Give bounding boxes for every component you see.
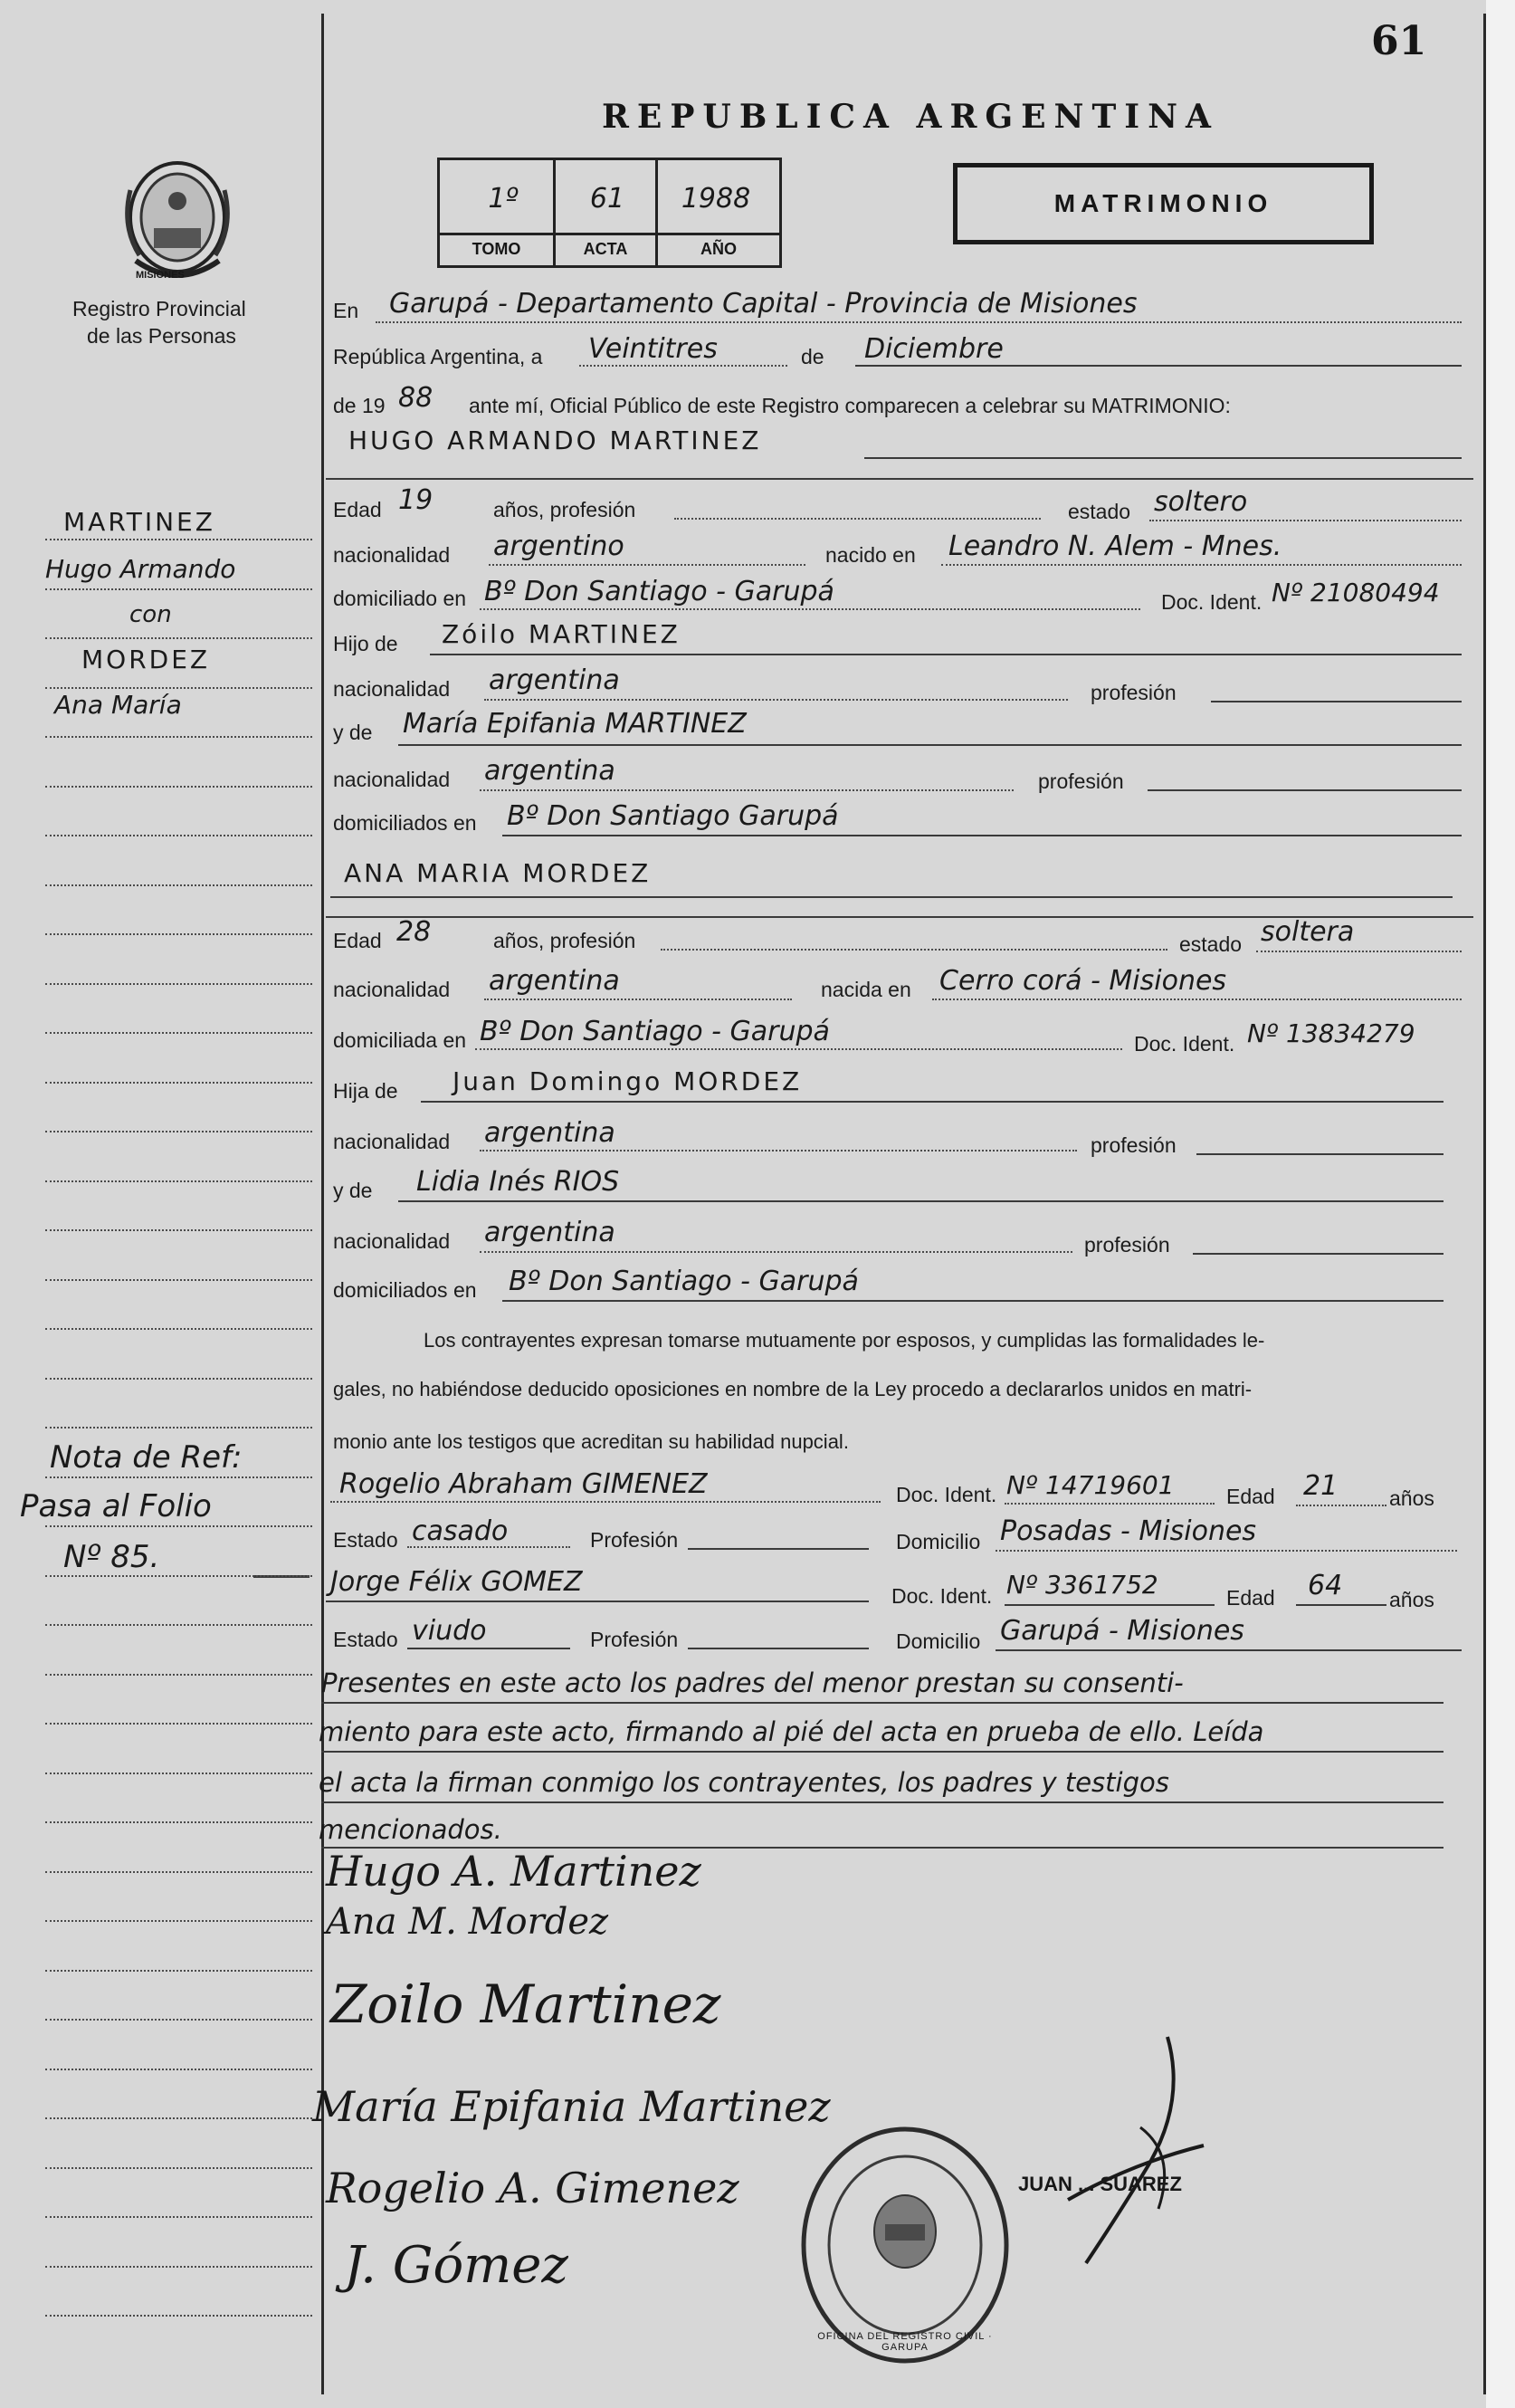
witness2-domicile: Garupá - Misiones bbox=[1000, 1615, 1244, 1647]
act-type-box bbox=[953, 163, 1374, 244]
signature-groom-mother: María Epifania Martinez bbox=[312, 2082, 831, 2131]
label-estado: estado bbox=[1179, 932, 1243, 956]
margin-rule-line bbox=[45, 1131, 312, 1132]
groom-father-nationality: argentina bbox=[489, 664, 620, 696]
signature-witness2: J. Gómez bbox=[344, 2236, 568, 2295]
official-stamp bbox=[796, 2123, 1014, 2367]
label-y-de: y de bbox=[333, 1179, 373, 1202]
label-doc-ident: Doc. Ident. bbox=[1161, 590, 1262, 614]
margin-rule-line bbox=[45, 1378, 312, 1380]
signature-witness1: Rogelio A. Gimenez bbox=[326, 2164, 739, 2212]
bride-father-nationality: argentina bbox=[484, 1117, 615, 1149]
officer-name: JUAN ... SUAREZ bbox=[1018, 2173, 1182, 2195]
groom-nationality: argentino bbox=[493, 530, 624, 562]
bride-doc-id: Nº 13834279 bbox=[1247, 1018, 1415, 1048]
label-anios-profesion: años, profesión bbox=[493, 929, 636, 952]
margin-bride-given: Ana María bbox=[54, 690, 182, 720]
margin-rule-line bbox=[45, 1525, 312, 1527]
groom-domicile: Bº Don Santiago - Garupá bbox=[484, 576, 834, 607]
declaration-line3: monio ante los testigos que acreditan su habilidad nupcial. bbox=[333, 1430, 849, 1453]
year-prefix: de 19 bbox=[333, 394, 386, 417]
label-nacionalidad: nacionalidad bbox=[333, 677, 451, 701]
label-edad: Edad bbox=[333, 498, 382, 521]
observation-line4: mencionados. bbox=[319, 1814, 502, 1845]
label-domiciliada-en: domiciliada en bbox=[333, 1028, 467, 1052]
margin-rule-line bbox=[45, 1082, 312, 1084]
margin-rule-line bbox=[45, 2167, 312, 2169]
margin-note-line1: Nota de Ref: bbox=[50, 1439, 243, 1476]
groom-mother: María Epifania MARTINEZ bbox=[403, 708, 747, 740]
margin-rule-line bbox=[45, 884, 312, 886]
label-doc-ident: Doc. Ident. bbox=[1134, 1032, 1235, 1056]
margin-rule-line bbox=[45, 2216, 312, 2218]
act-type-label: MATRIMONIO bbox=[1053, 189, 1273, 217]
groom-birthplace: Leandro N. Alem - Mnes. bbox=[948, 530, 1282, 562]
observation-line3: el acta la firman conmigo los contrayentes, los padres y testigos bbox=[319, 1767, 1169, 1798]
month-value: Diciembre bbox=[864, 333, 1004, 365]
label-doc-ident-w1: Doc. Ident. bbox=[896, 1483, 997, 1506]
label-hijo-de: Hijo de bbox=[333, 632, 398, 655]
witness2-age: 64 bbox=[1308, 1570, 1343, 1601]
margin-rule-line bbox=[45, 2019, 312, 2021]
officer-signature-icon bbox=[1050, 2028, 1249, 2272]
margin-rule bbox=[321, 14, 324, 2394]
observation-line1: Presentes en este acto los padres del menor prestan su consenti- bbox=[321, 1667, 1184, 1698]
stamp-text: OFICINA DEL REGISTRO CIVIL · GARUPA bbox=[817, 2331, 993, 2353]
appear-text: ante mí, Oficial Público de este Registro comparecen a celebrar su MATRIMONIO: bbox=[469, 394, 1231, 417]
groom-doc-id: Nº 21080494 bbox=[1272, 578, 1440, 607]
anio-label: AÑO bbox=[700, 240, 737, 258]
witness1-age: 21 bbox=[1303, 1470, 1339, 1502]
groom-name: HUGO ARMANDO MARTINEZ bbox=[348, 425, 762, 455]
witness1-doc-id: Nº 14719601 bbox=[1006, 1470, 1175, 1500]
label-doc-ident-w2: Doc. Ident. bbox=[891, 1584, 993, 1608]
observation-line2: miento para este acto, firmando al pié del acta en prueba de ello. Leída bbox=[319, 1716, 1264, 1747]
bride-parents-domicile: Bº Don Santiago - Garupá bbox=[509, 1266, 859, 1297]
groom-parents-domicile: Bº Don Santiago Garupá bbox=[507, 800, 839, 832]
signature-bride: Ana M. Mordez bbox=[326, 1901, 609, 1943]
bride-age: 28 bbox=[396, 916, 432, 948]
label-nacionalidad: nacionalidad bbox=[333, 1229, 451, 1253]
coat-of-arms-icon bbox=[118, 154, 237, 288]
margin-rule-line bbox=[45, 1920, 312, 1922]
bride-name: ANA MARIA MORDEZ bbox=[344, 858, 652, 888]
bride-mother-nationality: argentina bbox=[484, 1217, 615, 1248]
label-hija-de: Hija de bbox=[333, 1079, 398, 1103]
margin-rule-line bbox=[45, 2069, 312, 2070]
acta-label: ACTA bbox=[583, 240, 628, 258]
label-profesion: profesión bbox=[1038, 769, 1124, 793]
label-anios-w1: años bbox=[1389, 1486, 1434, 1510]
witness2-name: Jorge Félix GOMEZ bbox=[330, 1566, 583, 1598]
label-domiciliados-en: domiciliados en bbox=[333, 811, 477, 835]
margin-rule-line bbox=[45, 835, 312, 836]
margin-rule-line bbox=[45, 1427, 312, 1429]
witness1-domicile: Posadas - Misiones bbox=[1000, 1515, 1257, 1547]
label-nacionalidad: nacionalidad bbox=[333, 543, 451, 567]
declaration-line1: Los contrayentes expresan tomarse mutuamente por esposos, y cumplidas las formalidades le- bbox=[424, 1329, 1265, 1352]
declaration-line2: gales, no habiéndose deducido oposiciones en nombre de la Ley procedo a declararlos unidos en matri- bbox=[333, 1378, 1253, 1400]
en-label: En bbox=[333, 299, 359, 322]
day-value: Veintitres bbox=[588, 333, 718, 365]
margin-rule-line bbox=[45, 1032, 312, 1034]
folio-number: 61 bbox=[1371, 18, 1427, 64]
margin-rule-line bbox=[45, 1723, 312, 1725]
margin-rule-line bbox=[45, 539, 312, 540]
place-value: Garupá - Departamento Capital - Provincia de Misiones bbox=[389, 288, 1138, 320]
bride-domicile: Bº Don Santiago - Garupá bbox=[480, 1016, 830, 1047]
label-edad-w2: Edad bbox=[1226, 1586, 1275, 1610]
witness1-name: Rogelio Abraham GIMENEZ bbox=[339, 1468, 708, 1500]
margin-rule-line bbox=[45, 1871, 312, 1873]
groom-mother-nationality: argentina bbox=[484, 755, 615, 787]
margin-rule-line bbox=[45, 983, 312, 985]
margin-note-line3: Nº 85. bbox=[63, 1539, 160, 1575]
margin-rule-line bbox=[45, 1476, 312, 1478]
republica-label: República Argentina, a bbox=[333, 345, 543, 368]
margin-rule-line bbox=[45, 933, 312, 935]
margin-rule-line bbox=[45, 637, 312, 639]
label-anios-profesion: años, profesión bbox=[493, 498, 636, 521]
label-profesion: profesión bbox=[1091, 681, 1177, 704]
margin-rule-line bbox=[45, 736, 312, 738]
label-domiciliado-en: domiciliado en bbox=[333, 587, 467, 610]
margin-rule-line bbox=[45, 588, 312, 590]
margin-rule-line bbox=[45, 2315, 312, 2317]
year-suffix: 88 bbox=[398, 382, 434, 414]
margin-rule-line bbox=[45, 2266, 312, 2268]
label-nacionalidad: nacionalidad bbox=[333, 978, 451, 1001]
bride-status: soltera bbox=[1261, 916, 1355, 948]
margin-rule-line bbox=[45, 1970, 312, 1972]
margin-bride-surname: MORDEZ bbox=[81, 645, 211, 674]
margin-rule-line bbox=[45, 1773, 312, 1774]
margin-rule-line bbox=[45, 1674, 312, 1676]
groom-status: soltero bbox=[1154, 486, 1248, 518]
groom-father: Zóilo MARTINEZ bbox=[442, 619, 681, 649]
label-domicilio-w1: Domicilio bbox=[896, 1530, 981, 1553]
label-anios-w2: años bbox=[1389, 1588, 1434, 1611]
acta-value: 61 bbox=[589, 183, 625, 215]
groom-age: 19 bbox=[398, 484, 434, 516]
label-profesion: profesión bbox=[1084, 1233, 1170, 1257]
margin-rule-line bbox=[45, 687, 312, 689]
label-profesion-w1: Profesión bbox=[590, 1528, 679, 1552]
tomo-value: 1º bbox=[488, 183, 519, 215]
signature-groom: Hugo A. Martinez bbox=[326, 1847, 701, 1896]
bride-birthplace: Cerro corá - Misiones bbox=[939, 965, 1227, 997]
bride-mother: Lidia Inés RIOS bbox=[416, 1166, 620, 1198]
witness2-status: viudo bbox=[412, 1615, 487, 1647]
tomo-label: TOMO bbox=[472, 240, 521, 258]
margin-groom-given: Hugo Armando bbox=[45, 554, 236, 584]
margin-rule-line bbox=[45, 1180, 312, 1182]
label-estado: estado bbox=[1068, 500, 1131, 523]
margin-rule-line bbox=[45, 1575, 312, 1577]
record-box bbox=[437, 158, 782, 268]
page-edge bbox=[1486, 0, 1515, 2408]
provincial-seal bbox=[118, 154, 237, 288]
label-nacionalidad: nacionalidad bbox=[333, 768, 451, 791]
label-estado-w1: Estado bbox=[333, 1528, 398, 1552]
margin-rule-line bbox=[45, 1229, 312, 1231]
margin-rule-line bbox=[45, 2117, 312, 2119]
label-nacionalidad: nacionalidad bbox=[333, 1130, 451, 1153]
label-domiciliados-en: domiciliados en bbox=[333, 1278, 477, 1302]
margin-rule-line bbox=[45, 1624, 312, 1626]
de-label: de bbox=[801, 345, 824, 368]
label-profesion: profesión bbox=[1091, 1133, 1177, 1157]
witness1-status: casado bbox=[412, 1515, 509, 1547]
margin-rule-line bbox=[45, 786, 312, 788]
margin-groom-surname: MARTINEZ bbox=[63, 507, 215, 537]
label-nacida-en: nacida en bbox=[821, 978, 911, 1001]
anio-value: 1988 bbox=[681, 183, 751, 215]
bride-father: Juan Domingo MORDEZ bbox=[453, 1066, 803, 1096]
witness2-doc-id: Nº 3361752 bbox=[1006, 1570, 1158, 1600]
registry-name-line1: Registro Provincial bbox=[72, 297, 246, 320]
signature-groom-father: Zoilo Martinez bbox=[330, 1973, 721, 2035]
label-edad: Edad bbox=[333, 929, 382, 952]
bride-nationality: argentina bbox=[489, 965, 620, 997]
registry-name-line2: de las Personas bbox=[87, 324, 236, 348]
label-edad-w1: Edad bbox=[1226, 1485, 1275, 1508]
label-domicilio-w2: Domicilio bbox=[896, 1629, 981, 1653]
label-y-de: y de bbox=[333, 721, 373, 744]
country-title: REPUBLICA ARGENTINA bbox=[602, 98, 1219, 136]
margin-rule-line bbox=[45, 1821, 312, 1823]
seal-caption: MISIONES bbox=[136, 270, 185, 281]
margin-rule-line bbox=[45, 1328, 312, 1330]
label-estado-w2: Estado bbox=[333, 1628, 398, 1651]
label-profesion-w2: Profesión bbox=[590, 1628, 679, 1651]
margin-rule-line bbox=[45, 1279, 312, 1281]
margin-con: con bbox=[129, 601, 172, 628]
label-nacido-en: nacido en bbox=[825, 543, 916, 567]
margin-note-line2: Pasa al Folio bbox=[20, 1488, 212, 1524]
